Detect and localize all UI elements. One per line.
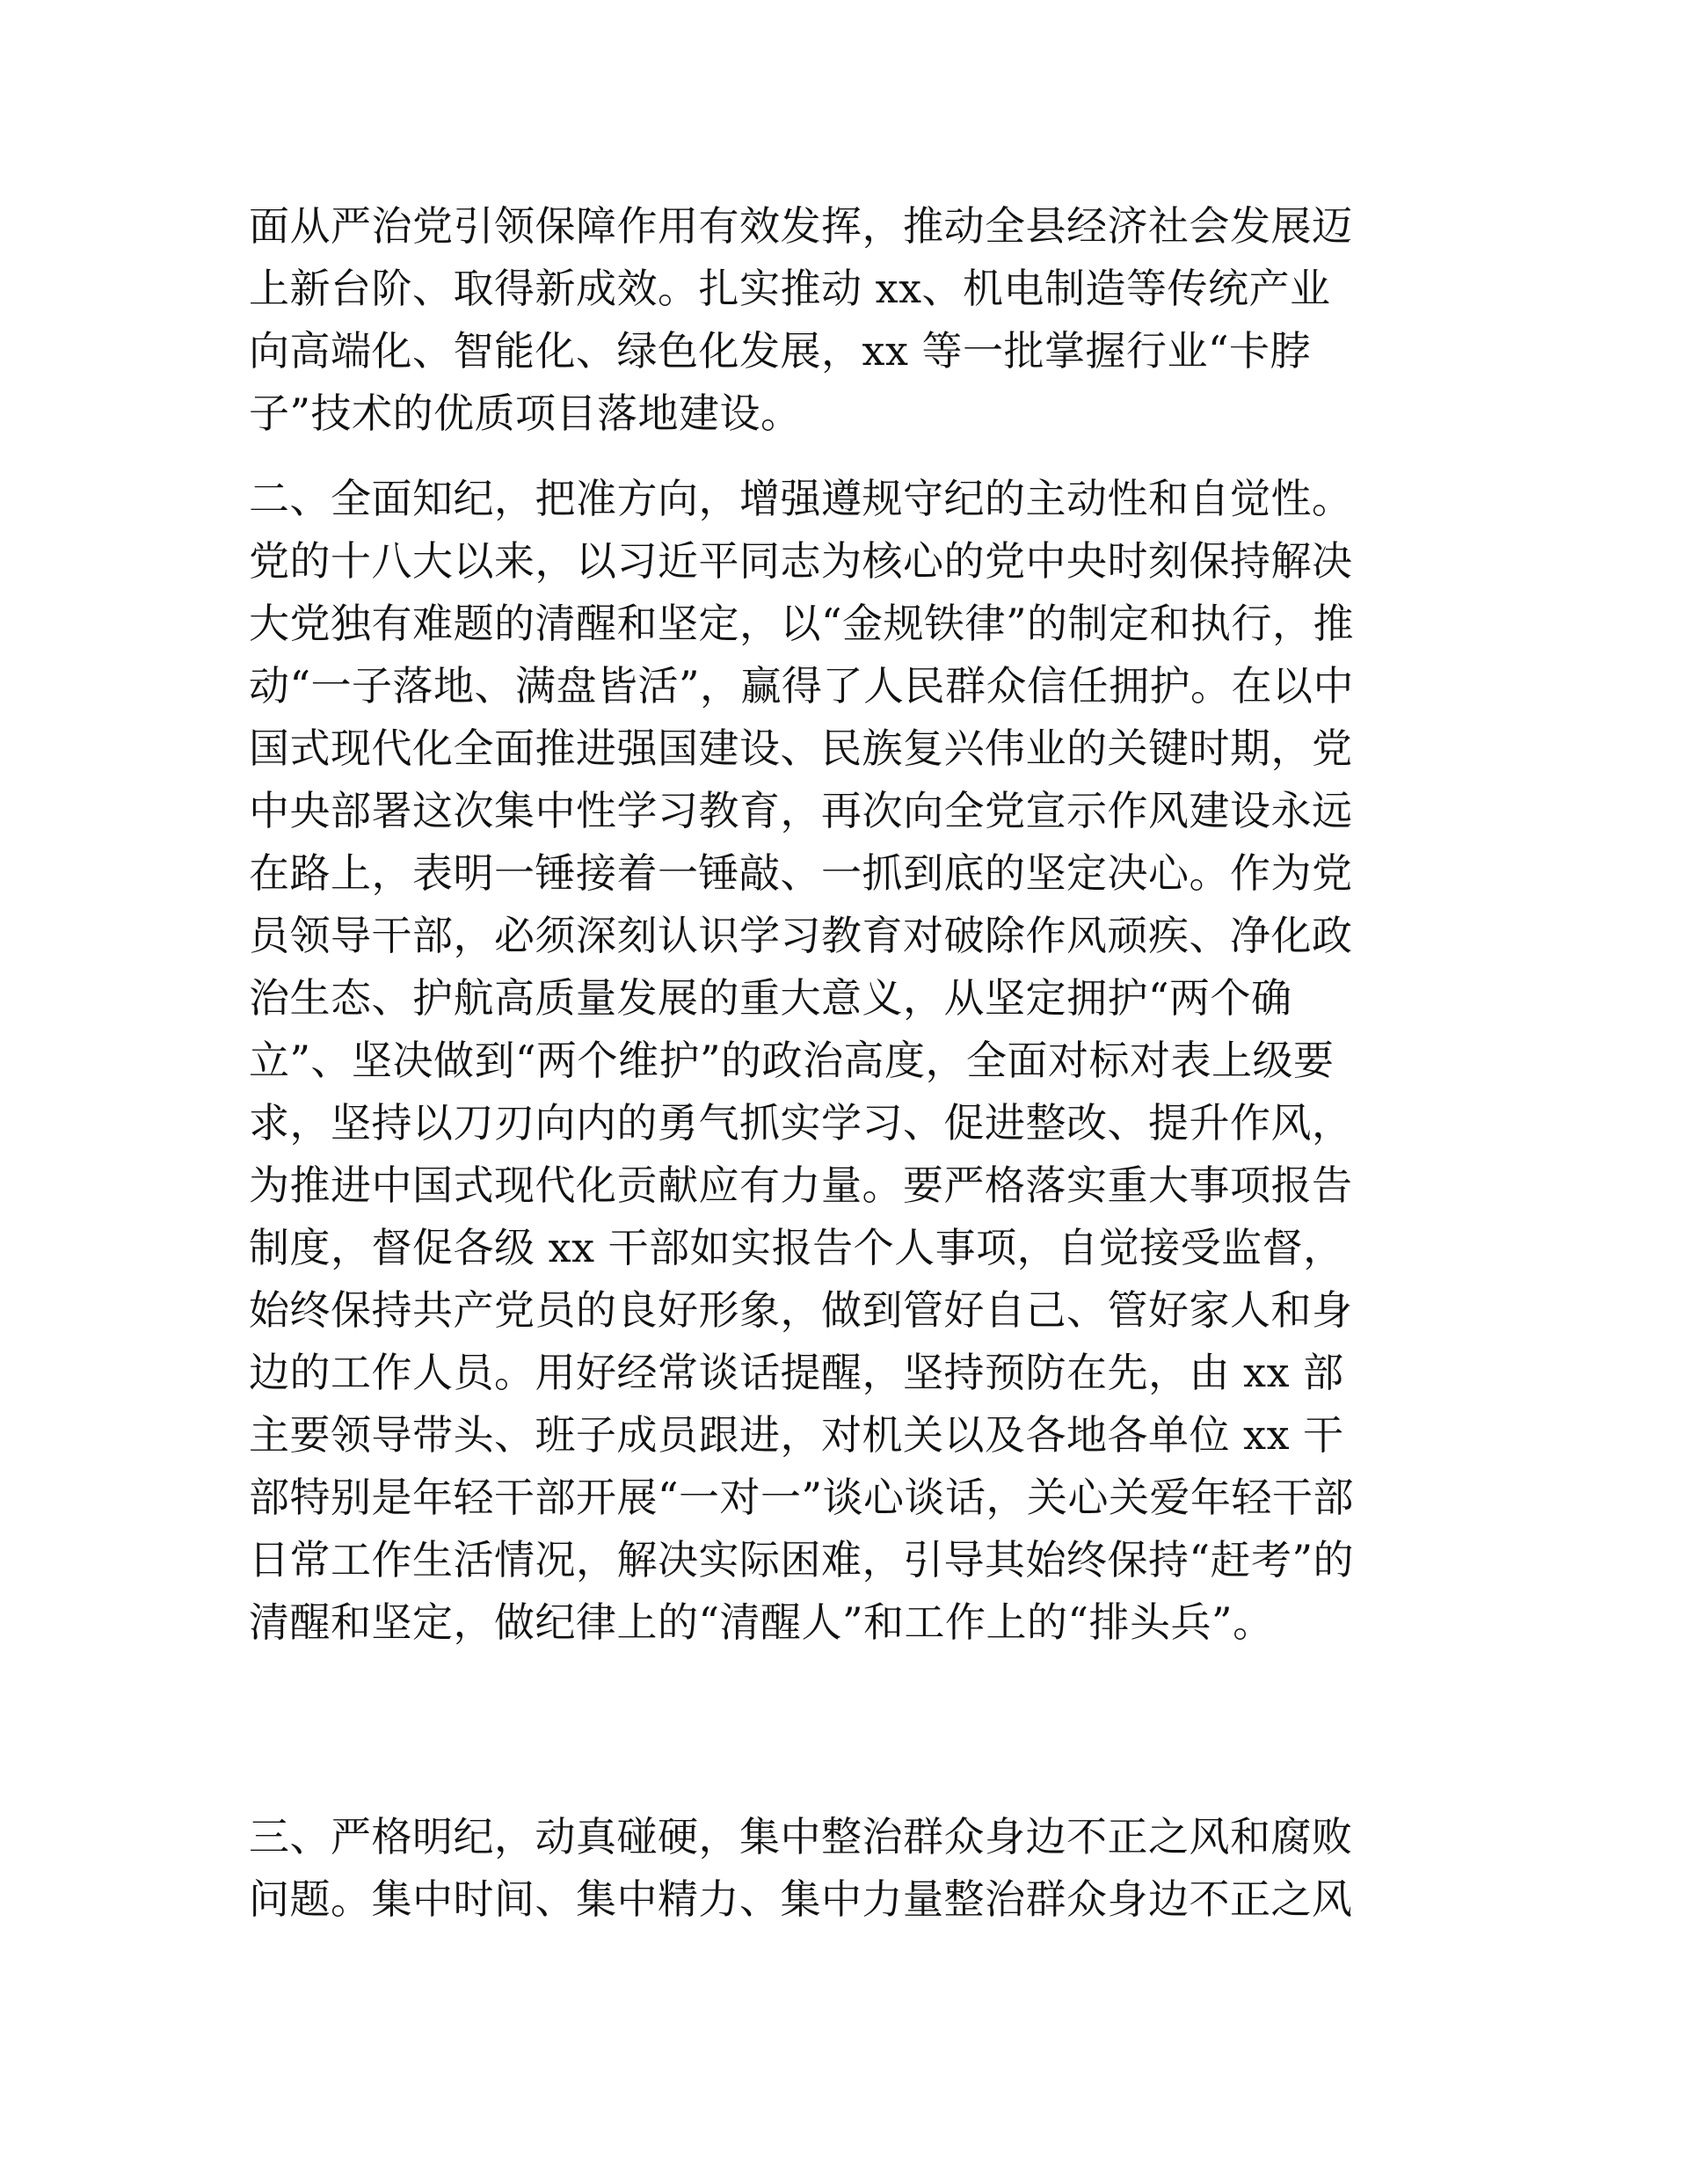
text-line: 主要领导带头、班子成员跟进，对机关以及各地各单位 xx 干 <box>249 1411 1344 1459</box>
text-line: 部特别是年轻干部开展“一对一”谈心谈话，关心关爱年轻干部 <box>249 1474 1355 1521</box>
text-line: 员领导干部，必须深刻认识学习教育对破除作风顽疾、净化政 <box>249 912 1353 959</box>
text-line: 清醒和坚定，做纪律上的“清醒人”和工作上的“排头兵”。 <box>249 1598 1274 1646</box>
text-line: 中央部署这次集中性学习教育，再次向全党宣示作风建设永远 <box>249 787 1353 834</box>
text-line: 边的工作人员。用好经常谈话提醒，坚持预防在先，由 xx 部 <box>249 1349 1344 1396</box>
text-line: 制度，督促各级 xx 干部如实报告个人事项，自觉接受监督， <box>249 1224 1344 1271</box>
text-line: 求，坚持以刀刃向内的勇气抓实学习、促进整改、提升作风， <box>249 1099 1353 1147</box>
paragraph-3 <box>249 1806 1444 1931</box>
text-line: 日常工作生活情况，解决实际困难，引导其始终保持“赶考”的 <box>249 1536 1355 1583</box>
text-line: 大党独有难题的清醒和坚定，以“金规铁律”的制定和执行，推 <box>249 600 1355 647</box>
text-line: 治生态、护航高质量发展的重大意义，从坚定拥护“两个确 <box>249 974 1292 1022</box>
text-line: 动“一子落地、满盘皆活”，赢得了人民群众信任拥护。在以中 <box>249 662 1355 710</box>
section-heading-line: 二、全面知纪，把准方向，增强遵规守纪的主动性和自觉性。 <box>249 475 1353 522</box>
text-line: 在路上，表明一锤接着一锤敲、一抓到底的坚定决心。作为党 <box>249 849 1353 897</box>
text-line: 面从严治党引领保障作用有效发挥，推动全县经济社会发展迈 <box>249 202 1353 250</box>
text-line: 上新台阶、取得新成效。扎实推动 xx、机电制造等传统产业 <box>249 265 1331 312</box>
section-heading-line: 三、严格明纪，动真碰硬，集中整治群众身边不正之风和腐败 <box>249 1813 1353 1860</box>
text-line: 始终保持共产党员的良好形象，做到管好自己、管好家人和身 <box>249 1286 1353 1334</box>
text-line: 国式现代化全面推进强国建设、民族复兴伟业的关键时期，党 <box>249 724 1353 772</box>
text-line: 为推进中国式现代化贡献应有力量。要严格落实重大事项报告 <box>249 1161 1353 1209</box>
paragraph-2 <box>249 468 1444 1654</box>
text-line: 党的十八大以来，以习近平同志为核心的党中央时刻保持解决 <box>249 537 1353 585</box>
text-line: 立”、坚决做到“两个维护”的政治高度，全面对标对表上级要 <box>249 1037 1335 1084</box>
paragraph-1 <box>249 195 1444 445</box>
text-line: 问题。集中时间、集中精力、集中力量整治群众身边不正之风 <box>249 1875 1353 1923</box>
text-line: 向高端化、智能化、绿色化发展，xx 等一批掌握行业“卡脖 <box>249 327 1312 375</box>
text-line: 子”技术的优质项目落地建设。 <box>249 389 802 437</box>
